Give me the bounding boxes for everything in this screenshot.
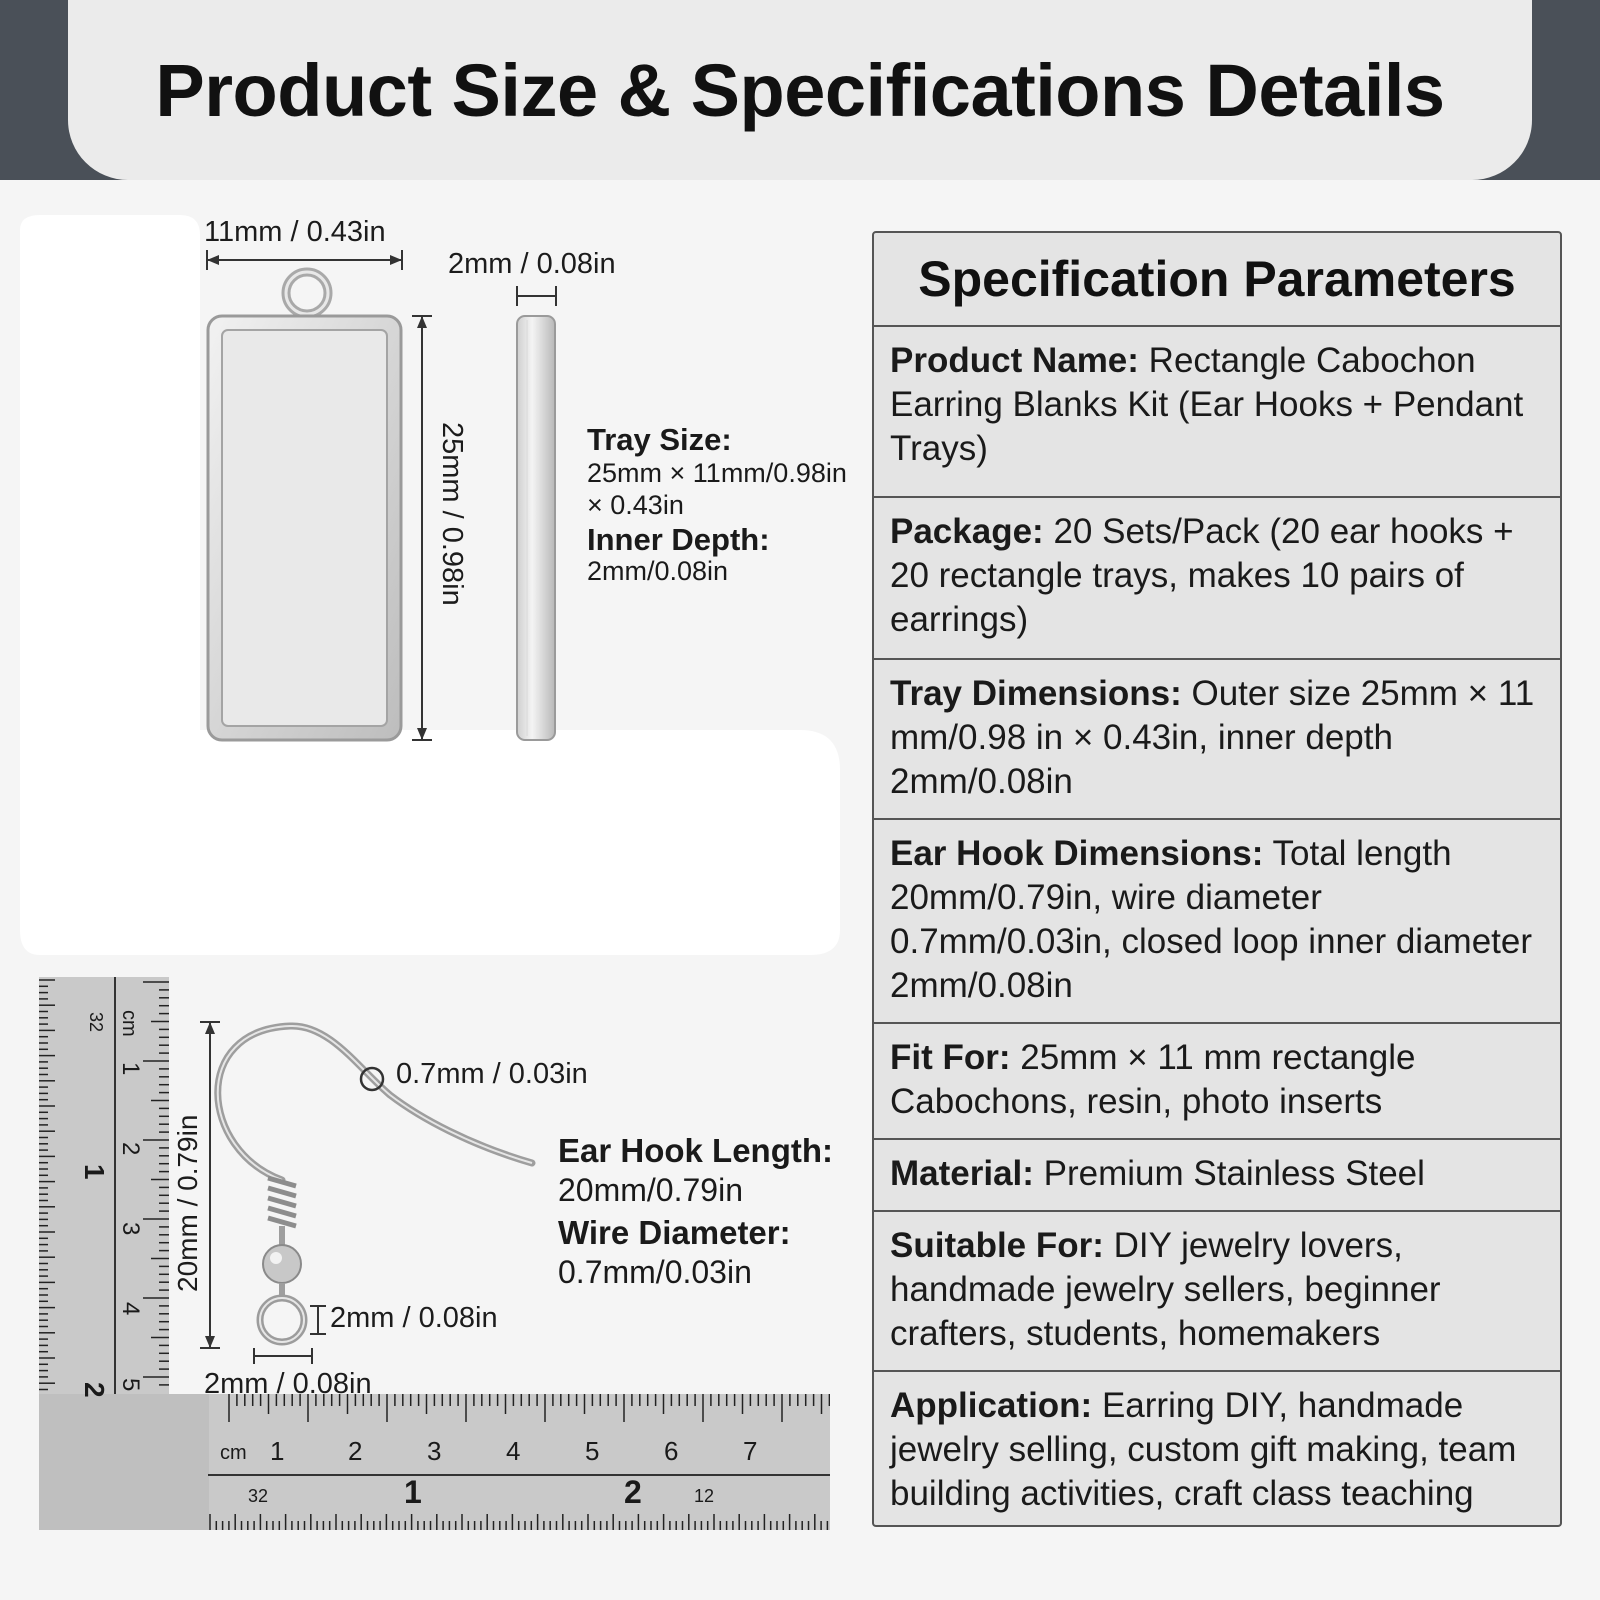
spec-row-tray-dimensions bbox=[874, 660, 1560, 820]
spec-value: 25mm × 11 mm rectangle Cabochons, resin, photo inserts bbox=[890, 1038, 1416, 1121]
vruler-tick-3: 3 bbox=[117, 1222, 144, 1236]
wire-diameter-value: 0.7mm/0.03in bbox=[558, 1254, 752, 1290]
spec-value: Rectangle Cabochon Earring Blanks Kit (Ear Hooks + Pendant Trays) bbox=[890, 341, 1524, 468]
spec-value: 20 Sets/Pack (20 ear hooks + 20 rectangle trays, makes 10 pairs of earrings) bbox=[890, 512, 1514, 639]
ruler-tick-5: 5 bbox=[585, 1436, 600, 1466]
ear-hook-bead bbox=[263, 1245, 301, 1283]
tray-thickness-label: 2mm / 0.08in bbox=[448, 248, 616, 280]
wire-diameter-title: Wire Diameter: bbox=[558, 1214, 791, 1251]
loop-width-label: 2mm / 0.08in bbox=[204, 1368, 372, 1400]
hook-length-label: 20mm / 0.79in bbox=[172, 1114, 203, 1292]
spec-label: Application: bbox=[890, 1386, 1093, 1425]
ruler-tick-2: 2 bbox=[348, 1436, 363, 1466]
ruler-small-label-12: 12 bbox=[694, 1486, 715, 1506]
spec-row-product-name bbox=[874, 327, 1560, 498]
inner-depth-value: 2mm/0.08in bbox=[587, 556, 729, 586]
wire-diameter-label: 0.7mm / 0.03in bbox=[396, 1058, 588, 1090]
ruler-small-label-32: 32 bbox=[248, 1486, 269, 1506]
loop-height-label: 2mm / 0.08in bbox=[330, 1302, 498, 1334]
inner-depth-title: Inner Depth: bbox=[587, 522, 770, 557]
spec-value: DIY jewelry lovers, handmade jewelry sellers, beginner crafters, students, homemakers bbox=[890, 1226, 1441, 1353]
ruler-tick-7: 7 bbox=[743, 1436, 758, 1466]
spec-value: Outer size 25mm × 11 mm/0.98 in × 0.43in, inner depth 2mm/0.08in bbox=[890, 674, 1535, 801]
spec-label: Fit For: bbox=[890, 1038, 1011, 1077]
tray-size-line1: 25mm × 11mm/0.98in bbox=[587, 458, 847, 488]
spec-row-fit-for bbox=[874, 1024, 1560, 1140]
spec-label: Material: bbox=[890, 1154, 1034, 1193]
ruler-tick-3: 3 bbox=[427, 1436, 442, 1466]
ear-hook-coil bbox=[268, 1178, 296, 1226]
spec-value: Premium Stainless Steel bbox=[1033, 1154, 1425, 1193]
ruler-unit-label: cm bbox=[220, 1442, 247, 1464]
page-title: Product Size & Specifications Details bbox=[155, 48, 1445, 132]
tray-width-label: 11mm / 0.43in bbox=[204, 216, 386, 248]
tray-diagram bbox=[0, 180, 860, 960]
vruler-tick-4: 4 bbox=[117, 1302, 144, 1316]
vruler-small-label: 32 bbox=[86, 1012, 106, 1033]
spec-row-material bbox=[874, 1140, 1560, 1212]
ear-hook-wire bbox=[218, 1026, 532, 1180]
title-plate bbox=[68, 0, 1532, 180]
tray-side bbox=[517, 316, 555, 740]
spec-row-ear-hook-dimensions bbox=[874, 820, 1560, 1024]
vruler-inch-1: 1 bbox=[79, 1164, 110, 1180]
spec-row-application bbox=[874, 1372, 1560, 1527]
ruler-inch-2: 2 bbox=[624, 1474, 642, 1510]
spec-label: Tray Dimensions: bbox=[890, 674, 1182, 713]
spec-label: Suitable For: bbox=[890, 1226, 1104, 1265]
spec-value: Total length 20mm/0.79in, wire diameter 0.7mm/0.03in, closed loop inner diameter 2mm/0.08in bbox=[890, 834, 1533, 1005]
vruler-tick-5: 5 bbox=[117, 1378, 144, 1392]
vruler-unit: cm bbox=[118, 1010, 140, 1037]
spec-row-package bbox=[874, 498, 1560, 660]
ruler-tick-1: 1 bbox=[270, 1436, 285, 1466]
spec-label: Product Name: bbox=[890, 341, 1139, 380]
spec-label: Ear Hook Dimensions: bbox=[890, 834, 1264, 873]
tray-size-title: Tray Size: bbox=[587, 422, 732, 457]
vertical-ruler bbox=[39, 977, 169, 1394]
ruler-tick-4: 4 bbox=[506, 1436, 521, 1466]
vruler-tick-1: 1 bbox=[117, 1062, 144, 1076]
tray-height-label: 25mm / 0.98in bbox=[436, 422, 468, 606]
ruler-inch-1: 1 bbox=[404, 1474, 422, 1510]
tray-size-line2: × 0.43in bbox=[587, 490, 684, 520]
spec-label: Package: bbox=[890, 512, 1044, 551]
spec-row-suitable-for bbox=[874, 1212, 1560, 1372]
hook-length-value: 20mm/0.79in bbox=[558, 1172, 743, 1208]
spec-value: Earring DIY, handmade jewelry selling, custom gift making, team building activities, craft class teaching bbox=[890, 1386, 1517, 1513]
spec-table bbox=[872, 231, 1562, 1527]
spec-table-title: Specification Parameters bbox=[874, 233, 1560, 327]
vruler-inch-2: 2 bbox=[79, 1382, 110, 1398]
ruler-tick-6: 6 bbox=[664, 1436, 679, 1466]
hook-length-title: Ear Hook Length: bbox=[558, 1132, 834, 1169]
vruler-tick-2: 2 bbox=[117, 1142, 144, 1156]
